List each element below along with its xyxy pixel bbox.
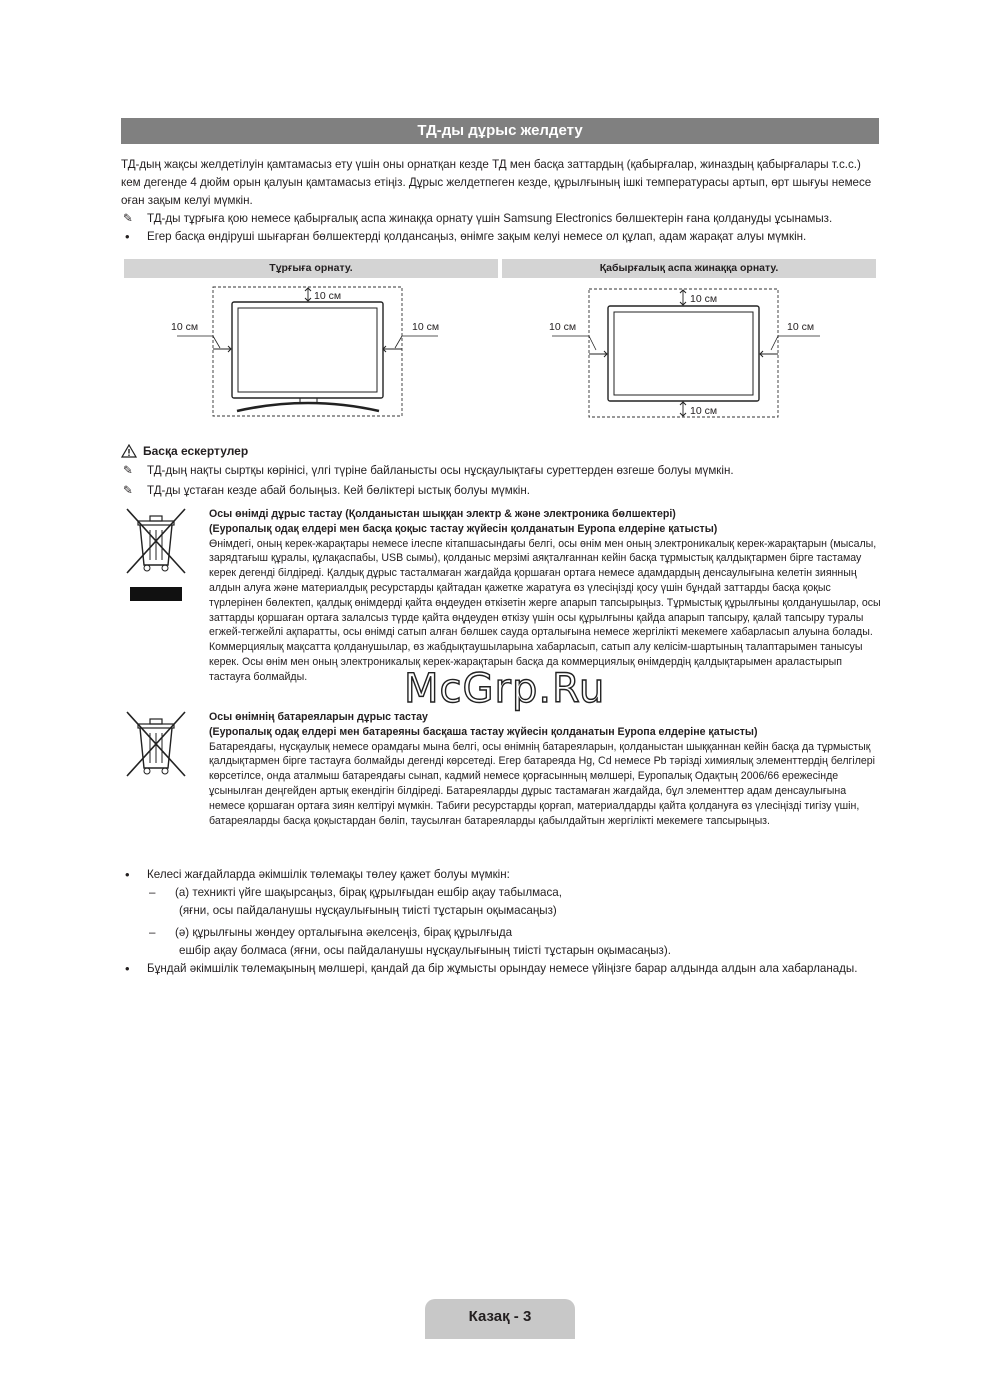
fees-bullet-1 — [121, 866, 881, 884]
warning-note-2 — [121, 481, 881, 501]
pencil-note-icon: ✎ — [123, 464, 133, 477]
fees-sub-a — [121, 884, 881, 920]
stand-left-label: 10 см — [171, 321, 199, 333]
bullet-icon: • — [125, 229, 130, 244]
intro-bullet — [121, 228, 881, 246]
weee2-body: Батареядағы, нұсқаулық немесе орамдағы мына белгі, осы өнімнің батареяларын, қолданыстан шыққаннан кейін басқа да тұрмыстық қалдықтармен бірге тастауға болмайды дегенді көрсетеді. Егер батареяда Hg, Cd немесе Pb тәрізді химиялық элементтердің белгілері көрсетілсе, онда аталмыш батареядағы сынап, кадмий немесе қорғасынның мөлшері, Еуропалық Одақтың 2006/66 ережесінде ұсынылған деңгейден артық екендігін білдіреді. Батареяларды дұрыс тастамаған жағдайда, бұл элементтер адам денсаулығына немесе қоршаған ортаға зиян келтіруі мүмкін. Табиғи ресурстарды қорғап, материалдарды қайта қолдануға өз үлесіңізді тигізу үшін, батареяларды басқа қоқыстардан бөліп, таусылған батареяларды қабылдайтын жергілікті мекемеге тапсырыңыз. — [209, 740, 876, 827]
weee2-subtitle: (Еуропалық одақ елдері мен батареяны басқаша тастау жүйесін қолданатын Еуропа елдеріне қатысты) — [209, 725, 758, 738]
weee1-body: Өнімдегі, оның керек-жарақтары немесе ілеспе кітапшасындағы белгі, осы өнім мен оның электроникалық керек-жарақтарын (мысалы, зарядтағыш құралы, құлақаспабы, USB сымы), қолданыс мерзімі аяқталғаннан кейін басқа тұрмыстық қалдықтармен бірге тастамау керек дегенді білдіреді. Қалдық дұрыс тасталмаған жағдайда қоршаған ортаға немесе адамдардың денсаулығына келетін зиянның алдын алуға және материалдық ресурстарды қайтадан қажетке жаратуға өз үлесіңізді қосу үшін бұндай заттарды басқа қоқыс түрлерінен бөлектеп, қалдық өнімдерді қайта өңдеуден өткізетін жерге апарып тапсырыңыз. Тұрмыстық құрылғыны қолданушылар, осы заттарды қоршаған ортаға залалсыз түрде қайта өңдеуден өткізу үшін осы құрылғыны қайда апарып тапсыру, қалай тапсыру туралы егжей-тегжейлі ақпаратты, осы өнімді сатып алған бөлшек сауда орталығына немесе жергілікті мекемеге хабарласып алуына болады. Коммерциялық мақсатта қолданушылар, өз жабдықтаушыларына хабарласып, сатып алу келісім-шартының талаптарымен танысуы керек. Осы өнім мен оның электроникалық керек-жарақтарын басқа да коммерциялық өнімдердің қалдықтарымен араластырып тастауға болмайды. — [209, 537, 881, 683]
weee-product-section — [121, 507, 881, 685]
stand-top-label: 10 см — [314, 290, 342, 302]
warning-note-1 — [121, 461, 881, 481]
stand-diagram-title: Тұрғыға орнату. — [124, 259, 498, 278]
watermark: McGrp.Ru — [404, 666, 606, 712]
wall-left-label: 10 см — [549, 321, 577, 333]
other-warnings — [121, 441, 881, 501]
pencil-note-icon: ✎ — [123, 212, 133, 225]
wall-install-diagram — [502, 282, 876, 427]
wall-diagram-title: Қабырғалық аспа жинаққа орнату. — [502, 259, 876, 278]
fees-bullet-2 — [121, 960, 881, 978]
wall-right-label: 10 см — [787, 321, 815, 333]
dash-icon: – — [149, 886, 156, 899]
bullet-icon: • — [125, 867, 130, 882]
fees-sub-a-line1: (а) техникті үйге шақырсаңыз, бірақ құрылғыдан ешбір ақау табылмаса, — [175, 886, 562, 899]
stand-right-label: 10 см — [412, 321, 440, 333]
intro-paragraph: ТД-дың жақсы желдетілуін қамтамасыз ету үшін оны орнатқан кезде ТД мен басқа заттардың (қабырғалар, жиназдың қабырғалары т.с.с.) кем дегенде 4 дюйм орын қалуын қамтамасыз етіңіз. Дұрыс желдетпеген кезде, құрылғының ішкі температурасы артып, өрт шығуы немесе оған зақым келуі мүмкін. — [121, 158, 872, 207]
section-title: ТД-ды дұрыс желдету — [121, 118, 879, 144]
warnings-title — [121, 441, 881, 461]
fees-sub-b — [121, 924, 881, 960]
wall-top-label: 10 см — [690, 293, 718, 305]
fees-block — [121, 866, 881, 978]
weee1-title: Осы өнімді дұрыс тастау (Қолданыстан шыққан электр & және электроника бөлшектері) — [209, 508, 676, 520]
dash-icon: – — [149, 926, 156, 939]
fees-sub-a-line2: (яғни, осы пайдаланушы нұсқаулығының тиісті тұстарын оқымасаңыз) — [179, 904, 557, 917]
intro-note-text: ТД-ды тұрғыға қою немесе қабырғалық аспа жинаққа орнату үшін Samsung Electronics бөлшектерін ғана қолдануды ұсынамыз. — [147, 212, 833, 225]
intro-bullet-text: Егер басқа өндіруші шығарған бөлшектерді қолдансаңыз, өнімге зақым келуі немесе ол құлап, адам жарақат алуы мүмкін. — [147, 230, 807, 243]
warning-note-1-text: ТД-дың нақты сыртқы көрінісі, үлгі түріне байланысты осы нұсқаулықтағы суреттерден өзгеше болуы мүмкін. — [147, 464, 734, 477]
warnings-title-text: Басқа ескертулер — [143, 444, 249, 458]
crossed-bin-icon — [125, 507, 187, 608]
intro-block — [121, 156, 881, 246]
page-footer: Казақ - 3 — [425, 1299, 575, 1339]
pencil-note-icon: ✎ — [123, 484, 133, 497]
wall-bottom-label: 10 см — [690, 405, 718, 417]
fees-bullet-1-text: Келесі жағдайларда әкімшілік төлемақы төлеу қажет болуы мүмкін: — [147, 868, 510, 881]
warning-triangle-icon — [121, 444, 137, 458]
bullet-icon: • — [125, 961, 130, 976]
weee1-subtitle: (Еуропалық одақ елдері мен басқа қоқыс тастау жүйесін қолданатын Еуропа елдеріне қатысты) — [209, 522, 718, 535]
intro-note — [121, 210, 881, 228]
warning-note-2-text: ТД-ды ұстаған кезде абай болыңыз. Кей бөліктері ыстық болуы мүмкін. — [147, 484, 530, 497]
fees-sub-b-line1: (ә) құрылғыны жөндеу орталығына әкелсеңіз, бірақ құрылғыда — [175, 926, 513, 939]
stand-install-diagram — [124, 282, 498, 427]
weee2-title: Осы өнімнің батареяларын дұрыс тастау — [209, 711, 428, 723]
fees-sub-b-line2: ешбір ақау болмаса (яғни, осы пайдаланушы нұсқаулығының тиісті тұстарын оқымасаңыз). — [179, 944, 671, 957]
fees-bullet-2-text: Бұндай әкімшілік төлемақының мөлшері, қандай да бір жұмысты орындау немесе үйіңізге барар алдында алдын ала хабарланады. — [147, 962, 858, 975]
crossed-bin-battery-icon — [125, 710, 187, 785]
weee-battery-section — [121, 710, 881, 828]
